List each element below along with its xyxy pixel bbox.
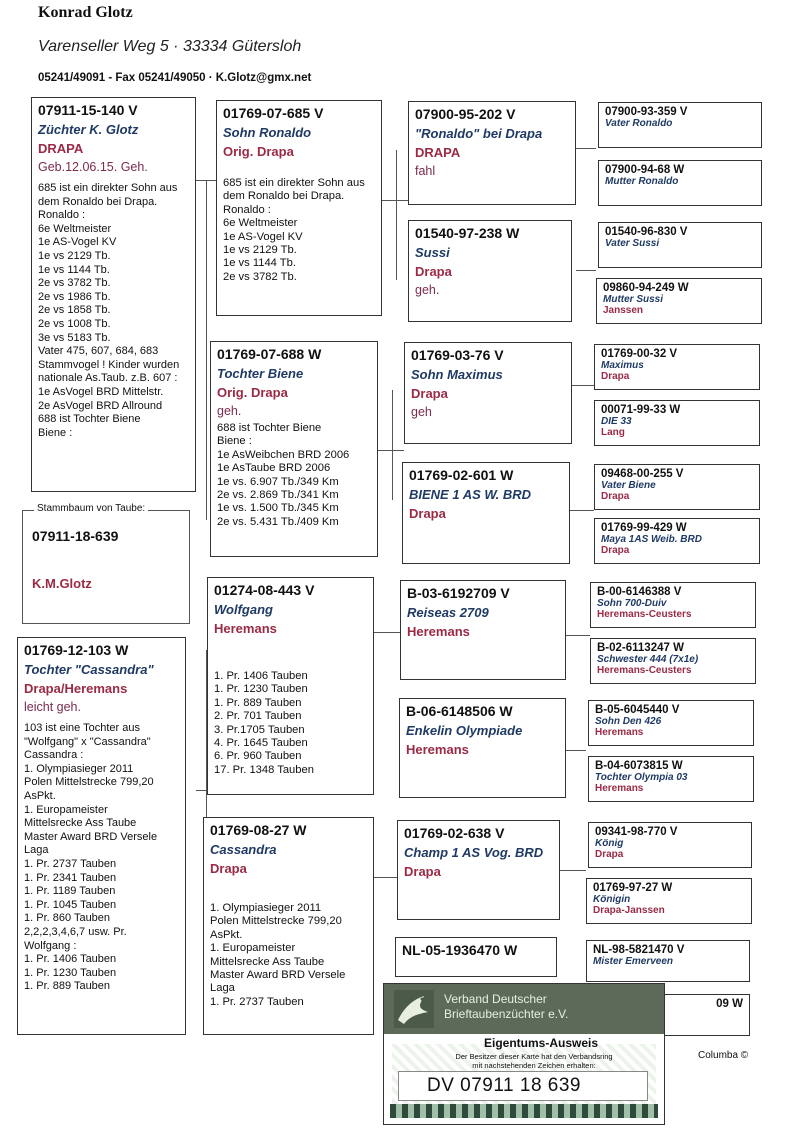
pigeon-ring-number: 01769-12-103 W [24,642,129,658]
pigeon-color: geh. [415,283,440,297]
pigeon-breed: Lang [601,427,625,438]
great-grandparent-card [590,638,756,684]
great-grandparent-card [594,344,760,390]
pigeon-ring-number: 01274-08-443 V [214,582,315,598]
grandparent-card [395,937,557,977]
pigeon-breed: Drapa [601,545,630,556]
pigeon-name: Maximus [601,360,644,371]
target-ring-number: 07911-18-639 [32,528,119,544]
pigeon-name: Tochter Biene [217,366,304,381]
ownership-card [383,983,665,1125]
pigeon-breed: Drapa/Heremans [24,681,128,696]
grandparent-card [399,698,566,798]
pigeon-ring-number: 07900-93-359 V [605,106,688,118]
pigeon-name: Züchter K. Glotz [38,122,139,137]
pigeon-description: 1. Pr. 1406 Tauben 1. Pr. 1230 Tauben 1. Pr. 889 Tauben 2. Pr. 701 Tauben 3. Pr.1705 Tauben 4. Pr. 1645 Tauben 6. Pr. 960 Tauben 17. Pr. 1348 Tauben [214,670,314,776]
pigeon-ring-number: B-03-6192709 V [407,585,510,601]
grandparent-card [397,820,560,920]
pigeon-description: 685 ist ein direkter Sohn aus dem Ronaldo bei Drapa. Ronaldo : 6e Weltmeister 1e AS-Vogel KV 1e vs 2129 Tb. 1e vs 1144 Tb. 2e vs 3782 Tb. [223,177,365,283]
pigeon-ring-number: 07900-95-202 V [415,106,516,122]
pigeon-breed: Heremans-Ceusters [597,609,692,620]
card-organization: Verband Deutscher Brieftaubenzüchter e.V. [444,992,569,1021]
pigeon-color: fahl [415,164,436,178]
great-grandparent-card [588,756,754,802]
parent-card [216,100,382,316]
great-grandparent-card [596,278,762,324]
pigeon-breed: Heremans [595,783,644,794]
pigeon-description: 685 ist ein direkter Sohn aus dem Ronaldo bei Drapa. Ronaldo : 6e Weltmeister 1e AS-Vogel KV 1e vs 2129 Tb. 1e vs 1144 Tb. 2e vs 3782 Tb. 2e vs 1986 Tb. 2e vs 1858 Tb. 2e vs 1008 Tb. 3e vs 5183 Tb. Vater 475, 607, 684, 683 Stammvogel ! Kinder wurden nationale As.Taub. z.B. 607 : 1e AsVogel BRD Mittelstr. 2e AsVogel BRD Allround 688 ist Tochter Biene Biene : [38,182,180,439]
pigeon-name: "Ronaldo" bei Drapa [415,126,543,141]
great-grandparent-card [588,822,752,868]
pigeon-ring-number: 01769-03-76 V [411,347,504,363]
pigeon-breed: Drapa [411,386,448,401]
pigeon-name: Cassandra [210,842,277,857]
card-title: Eigentums-Ausweis [484,1036,599,1050]
pigeon-breed: Drapa [210,861,247,876]
breeder-address: Varenseller Weg 5 · 33334 Gütersloh [38,38,302,55]
pigeon-color: geh [411,405,432,419]
pigeon-ring-number: 01769-07-685 V [223,105,324,121]
pigeon-ring-number: B-05-6045440 V [595,704,680,716]
pigeon-ring-number: 09 W [716,998,743,1010]
pigeon-color: leicht geh. [24,700,81,714]
pigeon-name: Tochter "Cassandra" [24,662,154,677]
pigeon-breed: Orig. Drapa [217,385,288,400]
pigeon-ring-number: NL-05-1936470 W [402,942,518,958]
pigeon-ring-number: 01769-00-32 V [601,348,678,360]
pigeon-breed: Drapa-Janssen [593,905,665,916]
pigeon-name: Sohn Den 426 [595,716,662,727]
pigeon-ring-number: 07911-15-140 V [38,102,138,118]
pigeon-breed: Heremans-Ceusters [597,665,692,676]
pigeon-name: Sohn 700-Duiv [597,598,667,609]
grandparent-card [408,220,572,322]
pigeon-ring-number: 09341-98-770 V [595,826,678,838]
pigeon-name: Mutter Sussi [603,294,664,305]
pigeon-ring-number: 01540-96-830 V [605,226,688,238]
parent-card [210,341,378,557]
pigeon-breed: Janssen [603,305,644,316]
pigeon-name: Vater Sussi [605,238,660,249]
pigeon-logo-icon [394,990,434,1028]
pigeon-breed: Drapa [601,491,630,502]
pigeon-name: Vater Ronaldo [605,118,673,129]
grandparent-card [402,462,570,564]
pigeon-ring-number: B-02-6113247 W [597,642,684,654]
pigeon-name: Sohn Maximus [411,367,503,382]
grandparent-card [400,580,566,680]
great-grandparent-card [598,102,762,148]
grandparent-card [408,101,576,205]
pigeon-breed: Drapa [404,864,441,879]
pigeon-name: Tochter Olympia 03 [595,772,688,783]
breeder-name: Konrad Glotz [38,4,133,21]
great-grandparent-card [598,160,762,206]
pigeon-ring-number: NL-98-5821470 V [593,944,685,956]
great-grandparent-card [590,582,756,628]
dam-pigeon-card [17,637,186,1035]
pigeon-name: Sohn Ronaldo [223,125,312,140]
card-note: Der Besitzer dieser Karte hat den Verbandsring mit nachstehenden Zeichen erhalten: [455,1052,613,1070]
pigeon-name: Wolfgang [214,602,273,617]
pigeon-color: Geb.12.06.15. Geh. [38,160,148,174]
parent-card [203,817,374,1035]
pedigree-of-label: Stammbaum von Taube: [34,503,148,514]
card-border [390,1104,658,1118]
pigeon-breed: DRAPA [415,145,461,160]
pigeon-ring-number: B-04-6073815 W [595,760,683,772]
pigeon-name: Schwester 444 (7x1e) [597,654,699,665]
pigeon-color: geh. [217,404,242,418]
great-grandparent-card [594,400,760,446]
great-grandparent-card [594,464,760,510]
pigeon-breed: Drapa [601,371,630,382]
card-ring-number: DV 07911 18 639 [398,1071,648,1101]
copyright: Columba © [698,1050,749,1061]
great-grandparent-card [588,700,754,746]
pigeon-ring-number: 01769-97-27 W [593,882,673,894]
great-grandparent-card [586,878,752,924]
pigeon-name: BIENE 1 AS W. BRD [409,487,532,502]
parent-card [207,577,374,795]
pigeon-breed: Heremans [595,727,644,738]
great-grandparent-card [598,222,762,268]
pigeon-ring-number: 01769-99-429 W [601,522,687,534]
pigeon-description: 103 ist eine Tochter aus "Wolfgang" x "Cassandra" Cassandra : 1. Olympiasieger 2011 Polen Mittelstrecke 799,20 AsPkt. 1. Europameister Mittelsrecke Ass Taube Master Award BRD Versele Laga 1. Pr. 2737 Tauben 1. Pr. 2341 Tauben 1. Pr. 1189 Tauben 1. Pr. 1045 Tauben 1. Pr. 860 Tauben 2,2,2,3,4,6,7 usw. Pr. Wolfgang : 1. Pr. 1406 Tauben 1. Pr. 1230 Tauben 1. Pr. 889 Tauben [24,722,158,993]
pigeon-ring-number: 01769-07-688 W [217,346,322,362]
pigeon-ring-number: B-00-6146388 V [597,586,682,598]
pigeon-ring-number: B-06-6148506 W [406,703,513,719]
target-breeder: K.M.Glotz [32,576,92,591]
pigeon-name: Reiseas 2709 [407,605,489,620]
pigeon-ring-number: 00071-99-33 W [601,404,681,416]
pigeon-ring-number: 07900-94-68 W [605,164,685,176]
great-grandparent-card [594,518,760,564]
pigeon-name: Sussi [415,245,450,260]
pigeon-breed: DRAPA [38,141,84,156]
great-grandparent-card [586,940,750,982]
pigeon-ring-number: 01769-08-27 W [210,822,307,838]
pigeon-ring-number: 01540-97-238 W [415,225,520,241]
pigeon-breed: Heremans [406,742,469,757]
pigeon-breed: Heremans [407,624,470,639]
pigeon-breed: Drapa [595,849,624,860]
grandparent-card [404,342,572,444]
pigeon-breed: Drapa [415,264,452,279]
pigeon-name: DIE 33 [601,416,632,427]
pigeon-ring-number: 09468-00-255 V [601,468,684,480]
pigeon-name: Maya 1AS Weib. BRD [601,534,702,545]
pigeon-description: 688 ist Tochter Biene Biene : 1e AsWeibchen BRD 2006 1e AsTaube BRD 2006 1e vs. 6.907 Tb./349 Km 2e vs. 2.869 Tb./341 Km 1e vs. 1.500 Tb./345 Km 2e vs. 5.431 Tb./409 Km [217,422,350,528]
pigeon-name: König [595,838,624,849]
subject-pigeon-card [31,97,196,492]
pigeon-name: Mister Emerveen [593,956,674,967]
pigeon-name: Königin [593,894,631,905]
pigeon-breed: Orig. Drapa [223,144,294,159]
pigeon-ring-number: 09860-94-249 W [603,282,689,294]
pigeon-breed: Heremans [214,621,277,636]
pigeon-ring-number: 01769-02-638 V [404,825,505,841]
pigeon-name: Mutter Ronaldo [605,176,679,187]
pigeon-name: Enkelin Olympiade [406,723,523,738]
pigeon-description: 1. Olympiasieger 2011 Polen Mittelstrecke 799,20 AsPkt. 1. Europameister Mittelsrecke Ass Taube Master Award BRD Versele Laga 1. Pr. 2737 Tauben [210,902,346,1008]
pigeon-name: Champ 1 AS Vog. BRD [404,845,544,860]
pigeon-name: Vater Biene [601,480,656,491]
pigeon-ring-number: 01769-02-601 W [409,467,514,483]
pigeon-breed: Drapa [409,506,446,521]
breeder-contact: 05241/49091 - Fax 05241/49050 · K.Glotz@gmx.net [38,72,312,84]
